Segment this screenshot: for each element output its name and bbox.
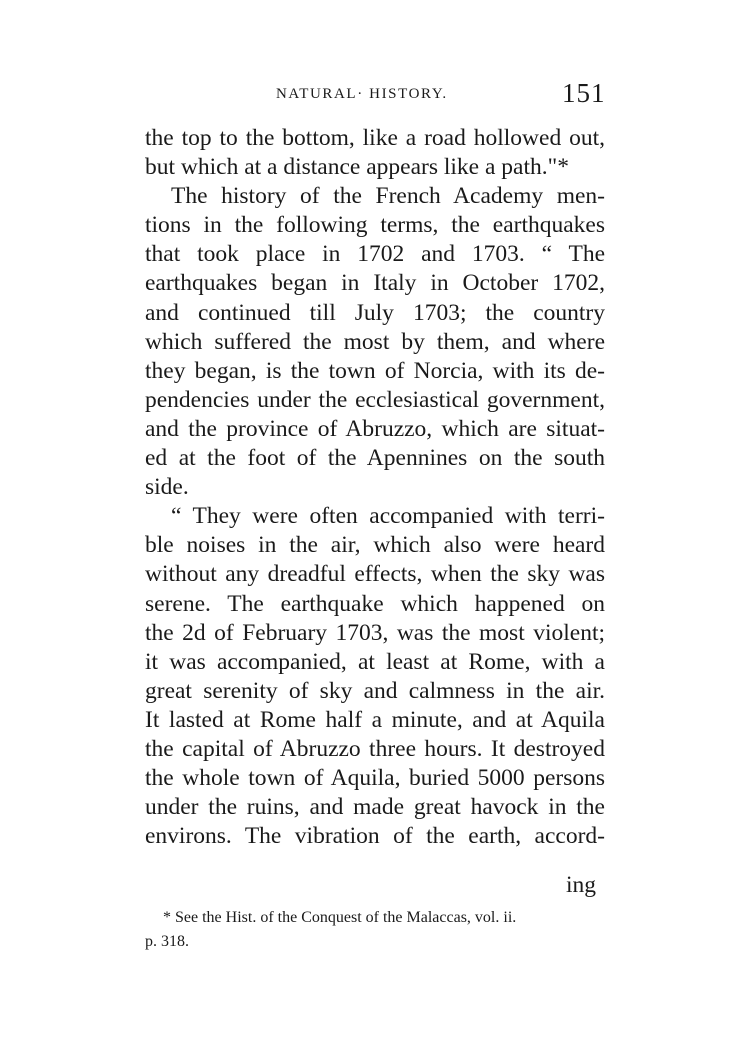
text-line: but which at a distance appears like a path."*	[145, 154, 569, 181]
body-text	[145, 124, 605, 851]
page-number: 151	[562, 78, 606, 108]
text-line: it was accompanied, at least at Rome, with a	[145, 648, 605, 675]
text-line: tions in the following terms, the earthquakes	[145, 212, 605, 239]
text-line: without any dreadful effects, when the sky was	[145, 561, 605, 588]
running-title: NATURAL· HISTORY.	[276, 86, 448, 102]
text-line: side.	[145, 474, 189, 501]
footnote	[145, 906, 615, 954]
text-line: under the ruins, and made great havock in the	[145, 794, 605, 821]
text-line: the 2d of February 1703, was the most violent;	[145, 619, 605, 646]
text-line: which suffered the most by them, and where	[145, 328, 605, 355]
text-line: they began, is the town of Norcia, with its de-	[145, 357, 605, 384]
text-line: pendencies under the ecclesiastical government,	[145, 386, 605, 413]
text-line: the capital of Abruzzo three hours. It destroyed	[145, 735, 605, 762]
text-line: earthquakes began in Italy in October 1702,	[145, 270, 605, 297]
text-line: ed at the foot of the Apennines on the south	[145, 445, 605, 472]
text-line: the whole town of Aquila, buried 5000 persons	[145, 765, 605, 792]
catchword: ing	[566, 872, 597, 898]
text-line: ble noises in the air, which also were heard	[145, 532, 605, 559]
text-line: The history of the French Academy men-	[171, 183, 605, 210]
text-line: serene. The earthquake which happened on	[145, 590, 605, 617]
text-line: great serenity of sky and calmness in the air.	[145, 677, 605, 704]
text-line: that took place in 1702 and 1703. “ The	[145, 241, 605, 268]
text-line: “ They were often accompanied with terri-	[171, 503, 605, 530]
text-line: It lasted at Rome half a minute, and at Aquila	[145, 706, 605, 733]
footnote-line: * See the Hist. of the Conquest of the Malaccas, vol. ii.	[163, 909, 517, 926]
text-line: and continued till July 1703; the country	[145, 299, 605, 326]
text-line: and the province of Abruzzo, which are situat-	[145, 415, 605, 442]
footnote-line: p. 318.	[145, 933, 189, 950]
text-line: environs. The vibration of the earth, accord-	[145, 823, 605, 850]
text-line: the top to the bottom, like a road hollowed out,	[145, 125, 605, 151]
